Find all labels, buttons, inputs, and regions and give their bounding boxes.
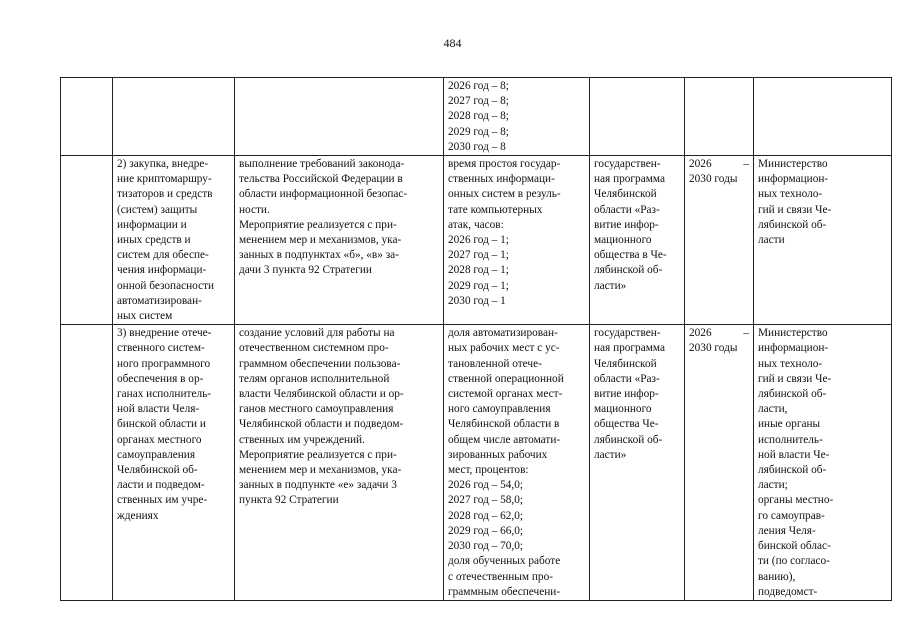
cell-text-line: ждениях — [117, 509, 159, 522]
cell-text-line: иные органы — [758, 418, 821, 431]
cell-text-line: ласти, — [758, 403, 788, 416]
cell-text-line: ственной операционной — [448, 372, 564, 385]
period-cell — [685, 156, 754, 325]
cell-text-line: систем для обеспе- — [117, 249, 209, 262]
period-text: 2026 — [689, 327, 712, 340]
cell-text-line: лябинской об- — [594, 433, 663, 446]
cell-text-line: государствен- — [594, 158, 661, 171]
cell-text-line: ти (по согласо- — [758, 555, 830, 568]
cell-text-line: ной власти Че- — [758, 448, 830, 461]
cell-text-line: 2028 год – 1; — [448, 264, 509, 277]
cell-text-line: ная программа — [594, 173, 665, 186]
cell-text-line: органах местного — [117, 433, 202, 446]
period-text: 2030 годы — [689, 342, 738, 355]
cell-text-line: самоуправления — [117, 448, 196, 461]
cell-text-line: создание условий для работы на — [239, 327, 395, 340]
cell-text-line: ного программного — [117, 357, 211, 370]
cell-text-line: Челябинской области в — [448, 418, 560, 431]
cell-text-line: 2028 год – 8; — [448, 110, 509, 123]
cell-text-line: 2030 год – 70,0; — [448, 540, 524, 553]
cell-text-line: менением мер и механизмов, ука- — [239, 234, 402, 247]
measures-table — [60, 77, 892, 601]
cell-text-line: ние криптомаршру- — [117, 173, 212, 186]
cell-text-line: витие инфор- — [594, 218, 659, 231]
cell-text-line: ности. — [239, 203, 270, 216]
number-cell — [61, 325, 113, 601]
cell-text-line: ной власти Челя- — [117, 403, 200, 416]
cell-text-line: Министерство — [758, 158, 828, 171]
executor-cell — [754, 78, 892, 156]
cell-text-line: лябинской об- — [758, 464, 827, 477]
cell-text-line: дачи 3 пункта 92 Стратегии — [239, 264, 372, 277]
cell-text-line: 2027 год – 1; — [448, 249, 509, 262]
cell-text-line: области «Раз- — [594, 203, 660, 216]
cell-text-line: ласти и подведом- — [117, 479, 205, 492]
cell-text-line: иных средств и — [117, 234, 191, 247]
cell-text-line: ственного систем- — [117, 342, 205, 355]
cell-text-line: 2028 год – 62,0; — [448, 509, 524, 522]
number-cell — [61, 78, 113, 156]
period-text: 2026 — [689, 158, 712, 171]
page-number: 484 — [443, 36, 462, 50]
cell-text-line: обеспечения в ор- — [117, 372, 204, 385]
cell-text-line: органы местно- — [758, 494, 834, 507]
cell-text-line: ного самоуправления — [448, 403, 551, 416]
cell-text-line: информацион- — [758, 342, 829, 355]
description-cell — [235, 156, 444, 325]
number-cell — [61, 156, 113, 325]
cell-text-line: Челябинской об- — [117, 464, 198, 477]
cell-text-line: 3) внедрение отече- — [117, 327, 212, 340]
cell-text-line: ная программа — [594, 342, 665, 355]
cell-text-line: бинской облас- — [758, 540, 831, 553]
program-cell — [590, 156, 685, 325]
cell-text-line: мационного — [594, 234, 652, 247]
cell-text-line: области информационной безопас- — [239, 188, 408, 201]
period-text: – — [743, 158, 749, 171]
cell-text-line: ления Челя- — [758, 524, 816, 537]
cell-text-line: витие инфор- — [594, 388, 659, 401]
cell-text-line: ственных им учреждений. — [239, 433, 365, 446]
cell-text-line: го самоуправ- — [758, 509, 825, 522]
cell-text-line: информацион- — [758, 173, 829, 186]
cell-text-line: 2026 год – 8; — [448, 80, 509, 92]
cell-text-line: чения информаци- — [117, 264, 207, 277]
cell-text-line: 2026 год – 1; — [448, 234, 509, 247]
cell-text-line: Челябинской — [594, 357, 657, 370]
table-row — [61, 78, 892, 156]
cell-text-line: онной безопасности — [117, 279, 215, 292]
cell-text-line: автоматизирован- — [117, 294, 202, 307]
period-range — [689, 326, 749, 341]
cell-text-line: Челябинской — [594, 188, 657, 201]
cell-text-line: 2030 год – 8 — [448, 140, 506, 153]
cell-text-line: 2027 год – 8; — [448, 95, 509, 108]
cell-text-line: атак, часов: — [448, 218, 504, 231]
program-cell — [590, 325, 685, 601]
cell-text-line: выполнение требований законода- — [239, 158, 405, 171]
cell-text-line: граммным обеспечени- — [448, 585, 561, 598]
cell-text-line: мационного — [594, 403, 652, 416]
cell-text-line: с отечественным про- — [448, 570, 553, 583]
cell-text-line: пункта 92 Стратегии — [239, 494, 339, 507]
period-cell — [685, 325, 754, 601]
cell-text-line: 2027 год – 58,0; — [448, 494, 524, 507]
period-text: – — [743, 327, 749, 340]
cell-text-line: зированных рабочих — [448, 448, 548, 461]
cell-text-line: общем числе автомати- — [448, 433, 561, 446]
cell-text-line: информации и — [117, 218, 187, 231]
indicator-cell — [444, 156, 590, 325]
cell-text-line: Мероприятие реализуется с при- — [239, 218, 397, 231]
period-cell — [685, 78, 754, 156]
cell-text-line: лябинской об- — [758, 218, 827, 231]
cell-text-line: ственных информаци- — [448, 173, 555, 186]
cell-text-line: граммном обеспечении пользова- — [239, 357, 401, 370]
cell-text-line: исполнитель- — [758, 433, 823, 446]
period-range — [689, 157, 749, 172]
cell-text-line: тате компьютерных — [448, 203, 543, 216]
cell-text-line: 2026 год – 54,0; — [448, 479, 524, 492]
cell-text-line: Мероприятие реализуется с при- — [239, 448, 397, 461]
table-row — [61, 325, 892, 601]
cell-text-line: ных систем — [117, 310, 173, 323]
cell-text-line: мест, процентов: — [448, 464, 529, 477]
cell-text-line: телям органов исполнительной — [239, 372, 390, 385]
program-cell — [590, 78, 685, 156]
cell-text-line: ганов местного самоуправления — [239, 403, 394, 416]
cell-text-line: ласти» — [594, 448, 627, 461]
table-row — [61, 156, 892, 325]
cell-text-line: время простоя государ- — [448, 158, 561, 171]
indicator-cell — [444, 78, 590, 156]
cell-text-line: (систем) защиты — [117, 203, 198, 216]
cell-text-line: ласти — [758, 234, 785, 247]
cell-text-line: доля автоматизирован- — [448, 327, 558, 340]
cell-text-line: ных рабочих мест с ус- — [448, 342, 560, 355]
period-text: 2030 годы — [689, 173, 738, 186]
cell-text-line: доля обученных работе — [448, 555, 561, 568]
cell-text-line: 2029 год – 1; — [448, 279, 509, 292]
cell-text-line: власти Челябинской области и ор- — [239, 388, 404, 401]
cell-text-line: ганах исполнитель- — [117, 388, 212, 401]
executor-cell — [754, 325, 892, 601]
cell-text-line: системой органах мест- — [448, 388, 563, 401]
cell-text-line: области «Раз- — [594, 372, 660, 385]
cell-text-line: 2030 год – 1 — [448, 294, 506, 307]
cell-text-line: Министерство — [758, 327, 828, 340]
cell-text-line: тизаторов и средств — [117, 188, 213, 201]
cell-text-line: тельства Российской Федерации в — [239, 173, 403, 186]
cell-text-line: отечественном системном про- — [239, 342, 389, 355]
executor-cell — [754, 156, 892, 325]
indicator-cell — [444, 325, 590, 601]
cell-text-line: ласти» — [594, 279, 627, 292]
cell-text-line: государствен- — [594, 327, 661, 340]
measure-cell — [113, 325, 235, 601]
cell-text-line: лябинской об- — [594, 264, 663, 277]
cell-text-line: ванию), — [758, 570, 796, 583]
cell-text-line: подведомст- — [758, 585, 818, 598]
cell-text-line: 2029 год – 66,0; — [448, 524, 524, 537]
cell-text-line: менением мер и механизмов, ука- — [239, 464, 402, 477]
measure-cell — [113, 78, 235, 156]
cell-text-line: общества в Че- — [594, 249, 667, 262]
cell-text-line: 2029 год – 8; — [448, 125, 509, 138]
cell-text-line: Челябинской области и подведом- — [239, 418, 404, 431]
cell-text-line: ных техноло- — [758, 188, 823, 201]
cell-text-line: занных в подпунктах «б», «в» за- — [239, 249, 399, 262]
cell-text-line: гий и связи Че- — [758, 372, 832, 385]
cell-text-line: занных в подпункте «е» задачи 3 — [239, 479, 397, 492]
cell-text-line: бинской области и — [117, 418, 206, 431]
cell-text-line: ственных им учре- — [117, 494, 208, 507]
measure-cell — [113, 156, 235, 325]
cell-text-line: онных систем в резуль- — [448, 188, 561, 201]
cell-text-line: ных техноло- — [758, 357, 823, 370]
cell-text-line: общества Че- — [594, 418, 659, 431]
cell-text-line: 2) закупка, внедре- — [117, 158, 209, 171]
cell-text-line: лябинской об- — [758, 388, 827, 401]
cell-text-line: ласти; — [758, 479, 788, 492]
description-cell — [235, 325, 444, 601]
description-cell — [235, 78, 444, 156]
cell-text-line: гий и связи Че- — [758, 203, 832, 216]
cell-text-line: тановленной отече- — [448, 357, 542, 370]
